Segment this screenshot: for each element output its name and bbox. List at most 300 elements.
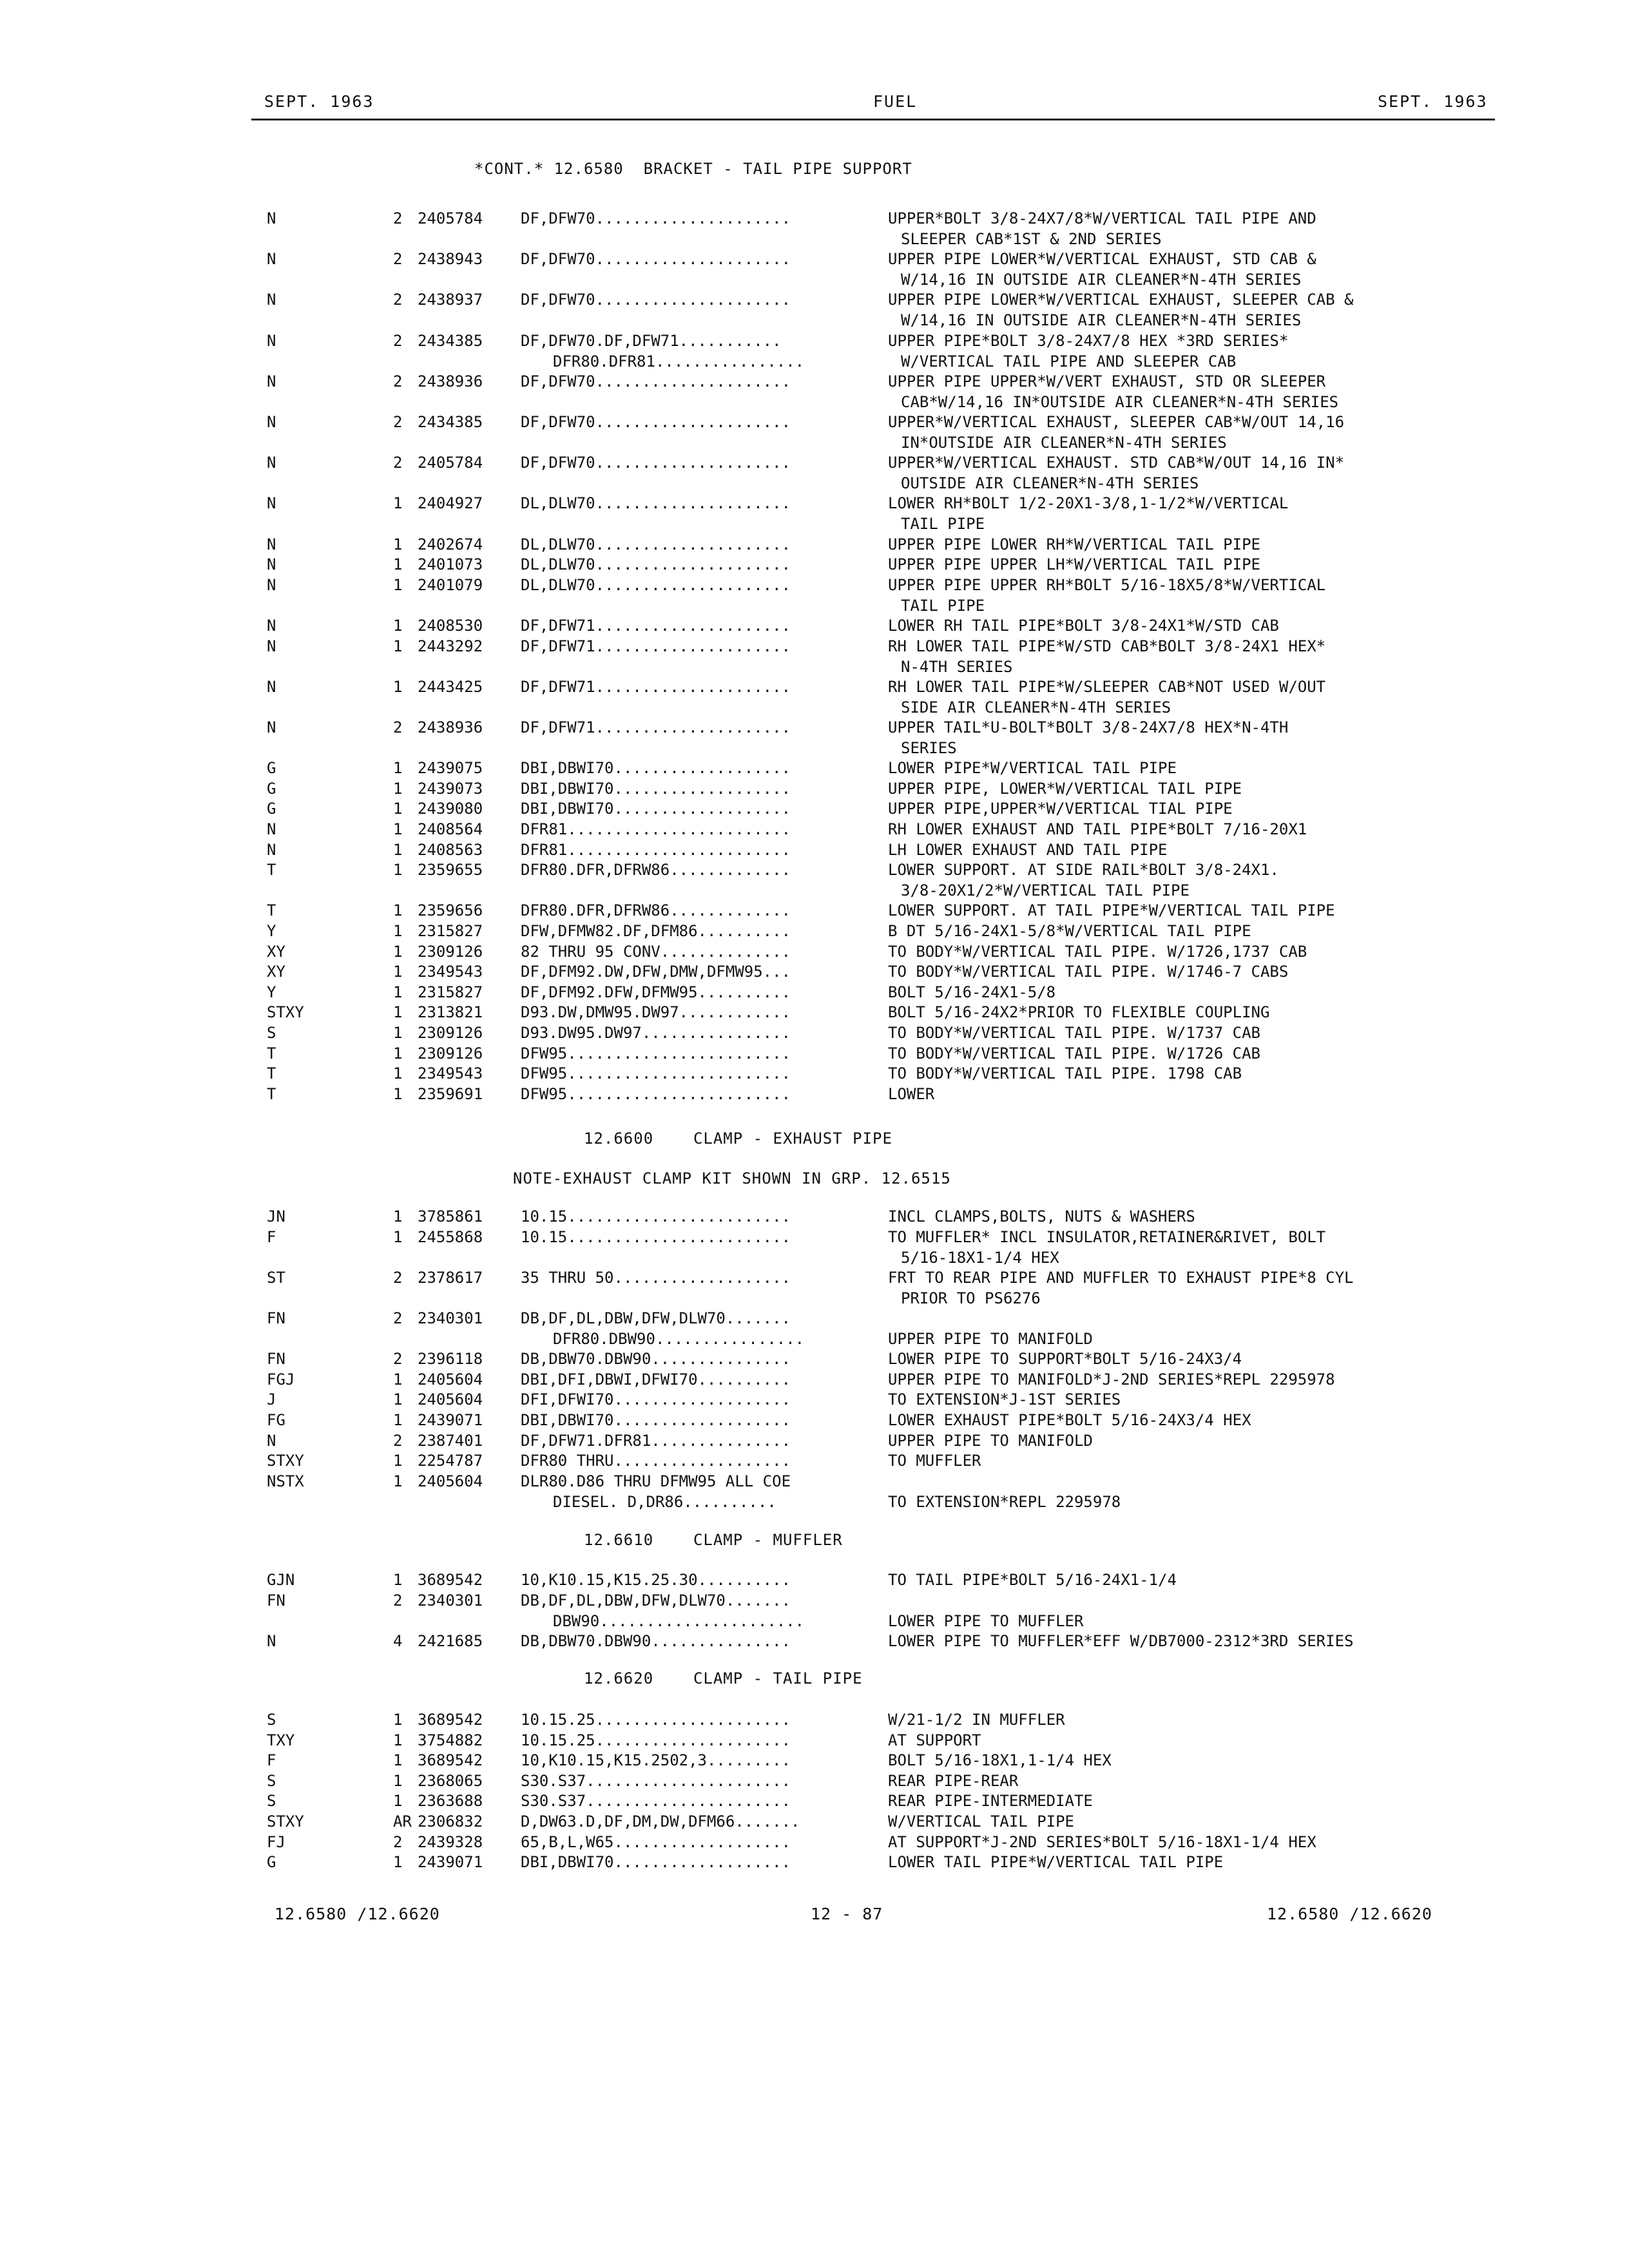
quantity: 2: [393, 209, 403, 227]
part-number: 2405604: [418, 1390, 483, 1408]
quantity: 1: [393, 494, 403, 512]
table-row: [0, 985, 1629, 1005]
quantity: 1: [393, 1571, 403, 1589]
application: DBI,DBWI70...................: [521, 800, 791, 818]
application: DB,DF,DL,DBW,DFW,DLW70.......: [521, 1591, 791, 1610]
application: D,DW63.D,DF,DM,DW,DFM66.......: [521, 1812, 800, 1831]
model-code: J: [267, 1390, 276, 1408]
table-row: [0, 413, 1629, 452]
table-row: [0, 332, 1629, 370]
model-code: S: [267, 1711, 276, 1729]
table-row: [0, 1309, 1629, 1348]
table-row: [0, 291, 1629, 329]
application: DLR80.D86 THRU DFMW95 ALL COE: [521, 1472, 791, 1490]
quantity: 1: [393, 1731, 403, 1749]
model-code: JN: [267, 1207, 285, 1225]
part-number: 2443425: [418, 678, 483, 696]
model-code: T: [267, 1085, 276, 1103]
part-number: 2359655: [418, 861, 483, 879]
model-code: N: [267, 291, 276, 309]
quantity: 2: [393, 413, 403, 431]
model-code: NSTX: [267, 1472, 304, 1490]
part-number: 2438937: [418, 291, 483, 309]
model-code: N: [267, 372, 276, 390]
quantity: 2: [393, 1350, 403, 1368]
description: REAR PIPE-REAR: [888, 1772, 1019, 1790]
model-code: S: [267, 1772, 276, 1790]
application: DFR81........................: [521, 820, 791, 838]
model-code: STXY: [267, 1003, 304, 1021]
header-date-left: SEPT. 1963: [264, 92, 374, 111]
table-row: [0, 1392, 1629, 1412]
application: 10.15.25.....................: [521, 1711, 791, 1729]
part-number: 2349543: [418, 1064, 483, 1082]
table-row: [0, 1793, 1629, 1814]
part-number: 2438943: [418, 250, 483, 268]
model-code: F: [267, 1751, 276, 1769]
model-code: FN: [267, 1350, 285, 1368]
table-row: [0, 964, 1629, 985]
table-row: [0, 1773, 1629, 1794]
table-row: [0, 1228, 1629, 1267]
description: UPPER PIPE UPPER LH*W/VERTICAL TAIL PIPE: [888, 555, 1260, 573]
description: INCL CLAMPS,BOLTS, NUTS & WASHERS: [888, 1207, 1195, 1225]
table-row: [0, 923, 1629, 944]
description: TO BODY*W/VERTICAL TAIL PIPE. W/1726 CAB: [888, 1044, 1260, 1062]
description-continued: PRIOR TO PS6276: [901, 1289, 1041, 1307]
part-number: 2434385: [418, 413, 483, 431]
table-row: [0, 494, 1629, 533]
quantity: 1: [393, 780, 403, 798]
quantity: 1: [393, 800, 403, 818]
description: LOWER RH*BOLT 1/2-20X1-3/8,1-1/2*W/VERTICAL: [888, 494, 1289, 512]
model-code: G: [267, 800, 276, 818]
application: 10.15........................: [521, 1207, 791, 1225]
quantity: AR: [393, 1812, 412, 1831]
model-code: N: [267, 1632, 276, 1650]
model-code: N: [267, 617, 276, 635]
description: LOWER SUPPORT. AT SIDE RAIL*BOLT 3/8-24X1.: [888, 861, 1279, 879]
table-row: [0, 1453, 1629, 1474]
quantity: 1: [393, 1390, 403, 1408]
description-continued: 3/8-20X1/2*W/VERTICAL TAIL PIPE: [901, 881, 1190, 899]
part-number: 2340301: [418, 1309, 483, 1327]
description: AT SUPPORT*J-2ND SERIES*BOLT 5/16-18X1-1/4 HEX: [888, 1833, 1316, 1851]
application: D93.DW95.DW97................: [521, 1024, 791, 1042]
description: UPPER PIPE LOWER*W/VERTICAL EXHAUST, STD CAB &: [888, 250, 1316, 268]
description: LOWER SUPPORT. AT TAIL PIPE*W/VERTICAL TAIL PIPE: [888, 901, 1335, 919]
part-number: 2439075: [418, 759, 483, 777]
quantity: 1: [393, 983, 403, 1001]
table-row: [0, 1633, 1629, 1654]
part-number: 2405604: [418, 1370, 483, 1389]
model-code: N: [267, 535, 276, 553]
table-row: [0, 1066, 1629, 1086]
table-row: [0, 861, 1629, 899]
application: DBI,DBWI70...................: [521, 1411, 791, 1429]
header-section-title: FUEL: [873, 92, 918, 111]
application: DFW95........................: [521, 1044, 791, 1062]
table-row: [0, 903, 1629, 923]
description: UPPER PIPE,UPPER*W/VERTICAL TIAL PIPE: [888, 800, 1233, 818]
quantity: 1: [393, 1207, 403, 1225]
description: FRT TO REAR PIPE AND MUFFLER TO EXHAUST PIPE*8 CYL: [888, 1269, 1354, 1287]
part-number: 2368065: [418, 1772, 483, 1790]
table-row: [0, 1753, 1629, 1773]
table-row: [0, 1209, 1629, 1229]
description: TO MUFFLER* INCL INSULATOR,RETAINER&RIVET, BOLT: [888, 1228, 1326, 1246]
model-code: N: [267, 576, 276, 594]
table-row: [0, 944, 1629, 965]
description-continued: W/14,16 IN OUTSIDE AIR CLEANER*N-4TH SERIES: [901, 311, 1302, 329]
application: DBI,DBWI70...................: [521, 780, 791, 798]
model-code: G: [267, 1853, 276, 1871]
quantity: 2: [393, 718, 403, 736]
part-number: 3689542: [418, 1571, 483, 1589]
model-code: ST: [267, 1269, 285, 1287]
part-number: 2438936: [418, 372, 483, 390]
application: DBI,DFI,DBWI,DFWI70..........: [521, 1370, 791, 1389]
description-continued: SLEEPER CAB*1ST & 2ND SERIES: [901, 230, 1162, 248]
model-code: F: [267, 1228, 276, 1246]
description-continued: TAIL PIPE: [901, 515, 985, 533]
quantity: 1: [393, 576, 403, 594]
description-continued: TAIL PIPE: [901, 597, 985, 615]
application: DF,DFW70.....................: [521, 209, 791, 227]
quantity: 1: [393, 841, 403, 859]
part-number: 2254787: [418, 1452, 483, 1470]
quantity: 1: [393, 555, 403, 573]
table-row: [0, 1712, 1629, 1733]
quantity: 1: [393, 922, 403, 940]
part-number: 3754882: [418, 1731, 483, 1749]
part-number: 2439073: [418, 780, 483, 798]
part-number: 2378617: [418, 1269, 483, 1287]
description-continued: N-4TH SERIES: [901, 658, 1013, 676]
application: 10,K10.15,K15.2502,3.........: [521, 1751, 791, 1769]
application-continued: DFR80.DBW90................: [553, 1329, 805, 1348]
quantity: 1: [393, 1411, 403, 1429]
part-number: 2439071: [418, 1853, 483, 1871]
model-code: N: [267, 332, 276, 350]
description: RH LOWER TAIL PIPE*W/SLEEPER CAB*NOT USED W/OUT: [888, 678, 1326, 696]
application: DL,DLW70.....................: [521, 576, 791, 594]
table-row: [0, 842, 1629, 863]
table-row: [0, 637, 1629, 676]
part-number: 2387401: [418, 1432, 483, 1450]
part-number: 2401079: [418, 576, 483, 594]
quantity: 2: [393, 332, 403, 350]
application-continued: DFR80.DFR81................: [553, 352, 805, 370]
quantity: 1: [393, 1853, 403, 1871]
description: LOWER PIPE TO SUPPORT*BOLT 5/16-24X3/4: [888, 1350, 1242, 1368]
quantity: 1: [393, 820, 403, 838]
application: DFW95........................: [521, 1064, 791, 1082]
part-number: 2315827: [418, 983, 483, 1001]
model-code: STXY: [267, 1812, 304, 1831]
part-number: 2408563: [418, 841, 483, 859]
table-row: [0, 718, 1629, 757]
part-number: 2396118: [418, 1350, 483, 1368]
model-code: Y: [267, 983, 276, 1001]
quantity: 1: [393, 1085, 403, 1103]
part-number: 2439328: [418, 1833, 483, 1851]
quantity: 1: [393, 1228, 403, 1246]
part-number: 2401073: [418, 555, 483, 573]
model-code: G: [267, 759, 276, 777]
application: DFW95........................: [521, 1085, 791, 1103]
table-row: [0, 1472, 1629, 1511]
application: 10.15.25.....................: [521, 1731, 791, 1749]
application: DF,DFM92.DW,DFW,DMW,DFMW95...: [521, 963, 791, 981]
model-code: N: [267, 494, 276, 512]
description: REAR PIPE-INTERMEDIATE: [888, 1792, 1093, 1810]
description: LOWER RH TAIL PIPE*BOLT 3/8-24X1*W/STD CAB: [888, 617, 1279, 635]
application: DBI,DBWI70...................: [521, 1853, 791, 1871]
table-row: [0, 250, 1629, 289]
application: DF,DFW71.....................: [521, 678, 791, 696]
description: LOWER TAIL PIPE*W/VERTICAL TAIL PIPE: [888, 1853, 1224, 1871]
quantity: 1: [393, 1772, 403, 1790]
part-number: 2408564: [418, 820, 483, 838]
description: UPPER PIPE UPPER RH*BOLT 5/16-18X5/8*W/VERTICAL: [888, 576, 1326, 594]
part-number: 2359691: [418, 1085, 483, 1103]
part-number: 2434385: [418, 332, 483, 350]
part-number: 2315827: [418, 922, 483, 940]
quantity: 1: [393, 1044, 403, 1062]
table-row: [0, 1412, 1629, 1433]
part-number: 2439080: [418, 800, 483, 818]
model-code: Y: [267, 922, 276, 940]
quantity: 1: [393, 759, 403, 777]
model-code: GJN: [267, 1571, 295, 1589]
model-code: XY: [267, 943, 285, 961]
description: TO TAIL PIPE*BOLT 5/16-24X1-1/4: [888, 1571, 1177, 1589]
part-number: 2309126: [418, 1024, 483, 1042]
model-code: STXY: [267, 1452, 304, 1470]
application: DF,DFW71.....................: [521, 637, 791, 655]
application: 65,B,L,W65...................: [521, 1833, 791, 1851]
model-code: N: [267, 250, 276, 268]
model-code: FN: [267, 1309, 285, 1327]
table-row: [0, 781, 1629, 802]
quantity: 1: [393, 963, 403, 981]
part-number: 2349543: [418, 963, 483, 981]
part-number: 2402674: [418, 535, 483, 553]
part-number: 2404927: [418, 494, 483, 512]
quantity: 1: [393, 1370, 403, 1389]
description: BOLT 5/16-18X1,1-1/4 HEX: [888, 1751, 1112, 1769]
part-number: 2439071: [418, 1411, 483, 1429]
part-number: 2359656: [418, 901, 483, 919]
model-code: S: [267, 1792, 276, 1810]
model-code: T: [267, 861, 276, 879]
description: LOWER: [888, 1085, 935, 1103]
part-number: 3689542: [418, 1751, 483, 1769]
table-row: [0, 1351, 1629, 1372]
part-number: 2363688: [418, 1792, 483, 1810]
description-continued: SIDE AIR CLEANER*N-4TH SERIES: [901, 698, 1171, 716]
application: S30.S37......................: [521, 1772, 791, 1790]
model-code: FGJ: [267, 1370, 295, 1389]
table-row: [0, 454, 1629, 492]
part-number: 2421685: [418, 1632, 483, 1650]
description: TO BODY*W/VERTICAL TAIL PIPE. W/1737 CAB: [888, 1024, 1260, 1042]
part-number: 2408530: [418, 617, 483, 635]
quantity: 1: [393, 943, 403, 961]
part-number: 2309126: [418, 1044, 483, 1062]
description-continued: W/14,16 IN OUTSIDE AIR CLEANER*N-4TH SERIES: [901, 271, 1302, 289]
model-code: N: [267, 841, 276, 859]
table-row: [0, 1814, 1629, 1834]
description: B DT 5/16-24X1-5/8*W/VERTICAL TAIL PIPE: [888, 922, 1251, 940]
part-number: 2340301: [418, 1591, 483, 1610]
model-code: N: [267, 555, 276, 573]
description-continued: LOWER PIPE TO MUFFLER: [888, 1612, 1084, 1630]
part-number: 2405604: [418, 1472, 483, 1490]
application: 10.15........................: [521, 1228, 791, 1246]
description: UPPER PIPE LOWER RH*W/VERTICAL TAIL PIPE: [888, 535, 1260, 553]
description: UPPER*BOLT 3/8-24X7/8*W/VERTICAL TAIL PIPE AND: [888, 209, 1316, 227]
application-continued: DIESEL. D,DR86..........: [553, 1492, 776, 1511]
part-number: 2443292: [418, 637, 483, 655]
part-number: 3785861: [418, 1207, 483, 1225]
description-continued: IN*OUTSIDE AIR CLEANER*N-4TH SERIES: [901, 434, 1227, 452]
application: DFR81........................: [521, 841, 791, 859]
table-row: [0, 576, 1629, 615]
description: TO EXTENSION*J-1ST SERIES: [888, 1390, 1121, 1408]
quantity: 1: [393, 1064, 403, 1082]
quantity: 2: [393, 291, 403, 309]
description: UPPER PIPE UPPER*W/VERT EXHAUST, STD OR SLEEPER: [888, 372, 1326, 390]
application: D93.DW,DMW95.DW97............: [521, 1003, 791, 1021]
quantity: 1: [393, 535, 403, 553]
quantity: 1: [393, 678, 403, 696]
table-row: [0, 760, 1629, 781]
description: UPPER PIPE TO MANIFOLD*J-2ND SERIES*REPL 2295978: [888, 1370, 1335, 1389]
table-row: [0, 537, 1629, 557]
table-row: [0, 822, 1629, 842]
table-row: [0, 678, 1629, 716]
part-number: 3689542: [418, 1711, 483, 1729]
model-code: T: [267, 1064, 276, 1082]
quantity: 1: [393, 1024, 403, 1042]
model-code: FJ: [267, 1833, 285, 1851]
application: DF,DFW71.DFR81...............: [521, 1432, 791, 1450]
application: DL,DLW70.....................: [521, 494, 791, 512]
quantity: 2: [393, 372, 403, 390]
table-row: [0, 618, 1629, 639]
application: DL,DLW70.....................: [521, 555, 791, 573]
quantity: 1: [393, 617, 403, 635]
part-number: 2438936: [418, 718, 483, 736]
quantity: 2: [393, 250, 403, 268]
section-title: *CONT.* 12.6580 BRACKET - TAIL PIPE SUPPORT: [474, 160, 912, 178]
application: DFR80 THRU...................: [521, 1452, 791, 1470]
application: 82 THRU 95 CONV..............: [521, 943, 791, 961]
application: DFR80.DFR,DFRW86.............: [521, 861, 791, 879]
part-number: 2405784: [418, 454, 483, 472]
description: BOLT 5/16-24X2*PRIOR TO FLEXIBLE COUPLING: [888, 1003, 1270, 1021]
application: DF,DFM92.DFW,DFMW95..........: [521, 983, 791, 1001]
model-code: T: [267, 901, 276, 919]
application: DFR80.DFR,DFRW86.............: [521, 901, 791, 919]
table-row: [0, 557, 1629, 577]
application: DL,DLW70.....................: [521, 535, 791, 553]
header-date-right: SEPT. 1963: [1378, 92, 1488, 111]
description: W/VERTICAL TAIL PIPE: [888, 1812, 1074, 1831]
quantity: 2: [393, 1269, 403, 1287]
table-row: [0, 1433, 1629, 1454]
description-continued: TO EXTENSION*REPL 2295978: [888, 1493, 1121, 1511]
header-rule: [251, 119, 1495, 120]
model-code: N: [267, 454, 276, 472]
section-note: NOTE-EXHAUST CLAMP KIT SHOWN IN GRP. 12.6515: [513, 1169, 951, 1187]
model-code: N: [267, 413, 276, 431]
description: TO BODY*W/VERTICAL TAIL PIPE. W/1726,1737 CAB: [888, 943, 1307, 961]
quantity: 1: [393, 901, 403, 919]
model-code: N: [267, 678, 276, 696]
table-row: [0, 1572, 1629, 1593]
description: UPPER TAIL*U-BOLT*BOLT 3/8-24X7/8 HEX*N-4TH: [888, 718, 1289, 736]
description: UPPER PIPE TO MANIFOLD: [888, 1432, 1093, 1450]
description: LH LOWER EXHAUST AND TAIL PIPE: [888, 841, 1168, 859]
part-number: 2309126: [418, 943, 483, 961]
application: DF,DFW70.....................: [521, 372, 791, 390]
application: DF,DFW71.....................: [521, 617, 791, 635]
description-continued: UPPER PIPE TO MANIFOLD: [888, 1330, 1093, 1348]
application: DBI,DBWI70...................: [521, 759, 791, 777]
quantity: 1: [393, 1452, 403, 1470]
quantity: 1: [393, 861, 403, 879]
section-title: 12.6610 CLAMP - MUFFLER: [584, 1531, 843, 1549]
description: UPPER PIPE LOWER*W/VERTICAL EXHAUST, SLEEPER CAB &: [888, 291, 1354, 309]
model-code: T: [267, 1044, 276, 1062]
section-title: 12.6620 CLAMP - TAIL PIPE: [584, 1669, 863, 1687]
footer-page-number: 12 - 87: [811, 1905, 883, 1923]
description: AT SUPPORT: [888, 1731, 981, 1749]
model-code: FN: [267, 1591, 285, 1610]
part-number: 2313821: [418, 1003, 483, 1021]
application: DF,DFW70.....................: [521, 454, 791, 472]
description-continued: 5/16-18X1-1/4 HEX: [901, 1249, 1059, 1267]
table-row: [0, 1025, 1629, 1046]
table-row: [0, 801, 1629, 822]
description: LOWER PIPE*W/VERTICAL TAIL PIPE: [888, 759, 1177, 777]
part-number: 2405784: [418, 209, 483, 227]
model-code: N: [267, 637, 276, 655]
description: UPPER PIPE*BOLT 3/8-24X7/8 HEX *3RD SERIES*: [888, 332, 1289, 350]
model-code: N: [267, 820, 276, 838]
table-row: [0, 1854, 1629, 1875]
table-row: [0, 1004, 1629, 1025]
quantity: 1: [393, 1751, 403, 1769]
description: UPPER PIPE, LOWER*W/VERTICAL TAIL PIPE: [888, 780, 1242, 798]
description: BOLT 5/16-24X1-5/8: [888, 983, 1056, 1001]
application: 35 THRU 50...................: [521, 1269, 791, 1287]
quantity: 2: [393, 454, 403, 472]
application: DB,DF,DL,DBW,DFW,DLW70.......: [521, 1309, 791, 1327]
model-code: XY: [267, 963, 285, 981]
application: DF,DFW70.....................: [521, 413, 791, 431]
application: DF,DFW70.....................: [521, 291, 791, 309]
quantity: 2: [393, 1833, 403, 1851]
model-code: N: [267, 718, 276, 736]
description: W/21-1/2 IN MUFFLER: [888, 1711, 1065, 1729]
application: DF,DFW70.....................: [521, 250, 791, 268]
table-row: [0, 1269, 1629, 1307]
quantity: 4: [393, 1632, 403, 1650]
